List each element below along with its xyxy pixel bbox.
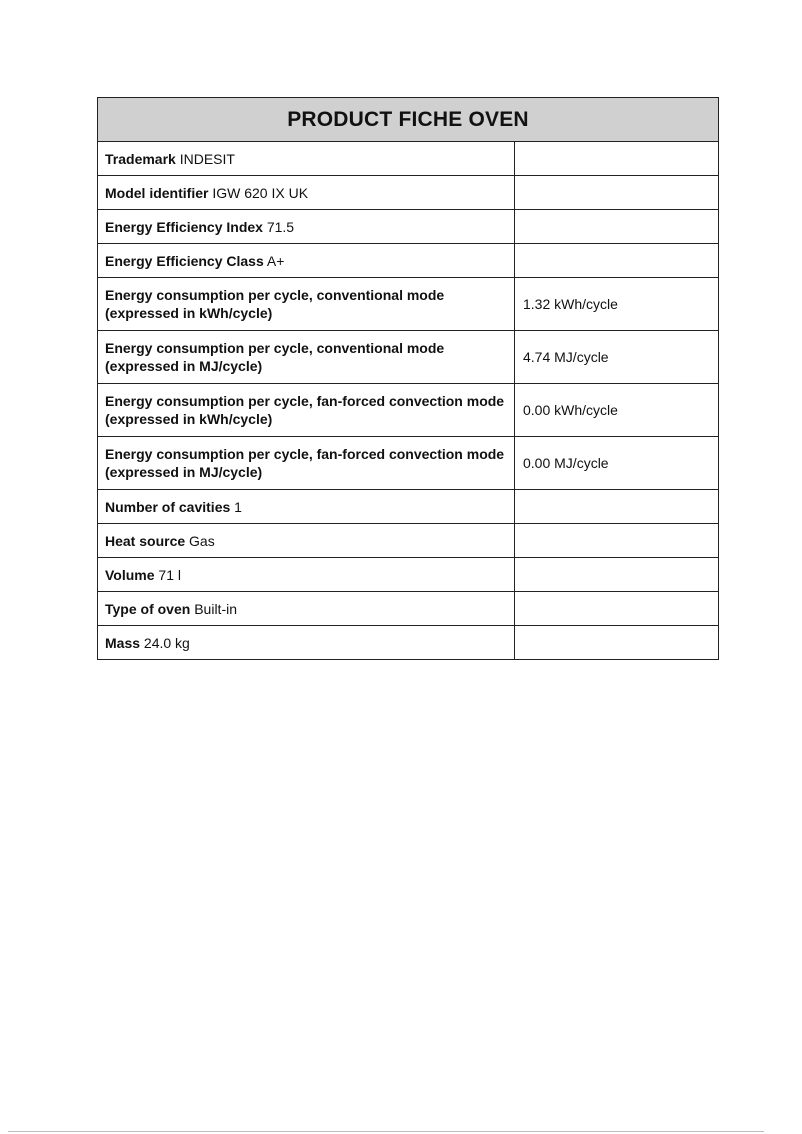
page-bottom-rule: [8, 1131, 764, 1132]
row-label: Mass: [105, 634, 141, 651]
row-inline-value: INDESIT: [179, 150, 235, 167]
table-title: PRODUCT FICHE OVEN: [98, 98, 719, 142]
table-row-type-of-oven: [98, 592, 719, 626]
value-cell: 1.32 kWh/cycle: [515, 278, 719, 331]
value-cell: [515, 142, 719, 176]
value-cell: [515, 244, 719, 278]
label-cell: [98, 558, 515, 592]
row-label: Model identifier: [105, 184, 209, 201]
row-label: Heat source: [105, 532, 186, 549]
row-label-line1: Energy consumption per cycle, conventional mode: [105, 340, 445, 356]
table-row-trademark: [98, 142, 719, 176]
row-inline-value: 1: [234, 498, 242, 515]
value-cell: [515, 524, 719, 558]
label-cell: [98, 524, 515, 558]
row-inline-value: A+: [266, 252, 285, 269]
value-cell: 0.00 kWh/cycle: [515, 384, 719, 437]
row-inline-value: Built-in: [194, 600, 237, 617]
label-cell: [98, 176, 515, 210]
row-inline-value: IGW 620 IX UK: [212, 184, 309, 201]
label-cell: [98, 244, 515, 278]
value-cell: [515, 626, 719, 660]
label-cell: [98, 437, 515, 490]
value-cell: [515, 176, 719, 210]
label-cell: [98, 592, 515, 626]
row-inline-value: Gas: [189, 532, 215, 549]
row-label: Number of cavities: [105, 498, 231, 515]
label-cell: [98, 210, 515, 244]
row-inline-value: 24.0 kg: [143, 634, 190, 651]
table-row-number-of-cavities: [98, 490, 719, 524]
value-cell: [515, 490, 719, 524]
value-cell: [515, 592, 719, 626]
table-row-heat-source: [98, 524, 719, 558]
label-cell: [98, 142, 515, 176]
table-row-mass: [98, 626, 719, 660]
table-row-energy-fan-forced-mj: [98, 437, 719, 490]
table-row-volume: [98, 558, 719, 592]
row-inline-value: 71.5: [266, 218, 295, 235]
row-label-line1: Energy consumption per cycle, fan-forced convection mode: [105, 446, 505, 462]
label-cell: [98, 490, 515, 524]
row-label: Energy Efficiency Index: [105, 218, 263, 235]
row-label: Trademark: [105, 150, 176, 167]
row-inline-value: 71 l: [158, 566, 181, 583]
row-label-line2: (expressed in MJ/cycle): [105, 358, 263, 374]
table-row-energy-conventional-mj: [98, 331, 719, 384]
label-cell: [98, 384, 515, 437]
label-cell: [98, 331, 515, 384]
row-label-line2: (expressed in MJ/cycle): [105, 464, 263, 480]
row-label-line1: Energy consumption per cycle, conventional mode: [105, 287, 445, 303]
row-label-line1: Energy consumption per cycle, fan-forced convection mode: [105, 393, 505, 409]
row-label: Type of oven: [105, 600, 191, 617]
label-cell: [98, 278, 515, 331]
row-label-line2: (expressed in kWh/cycle): [105, 411, 273, 427]
table-row-model-identifier: [98, 176, 719, 210]
table-row-energy-conventional-kwh: [98, 278, 719, 331]
row-label-line2: (expressed in kWh/cycle): [105, 305, 273, 321]
row-label: Energy Efficiency Class: [105, 252, 264, 269]
value-cell: 4.74 MJ/cycle: [515, 331, 719, 384]
value-cell: [515, 210, 719, 244]
label-cell: [98, 626, 515, 660]
table-header-row: [98, 98, 719, 142]
table-row-energy-efficiency-class: [98, 244, 719, 278]
value-cell: [515, 558, 719, 592]
product-fiche-table: [97, 97, 719, 660]
value-cell: 0.00 MJ/cycle: [515, 437, 719, 490]
table-row-energy-fan-forced-kwh: [98, 384, 719, 437]
row-label: Volume: [105, 566, 155, 583]
table-row-energy-efficiency-index: [98, 210, 719, 244]
